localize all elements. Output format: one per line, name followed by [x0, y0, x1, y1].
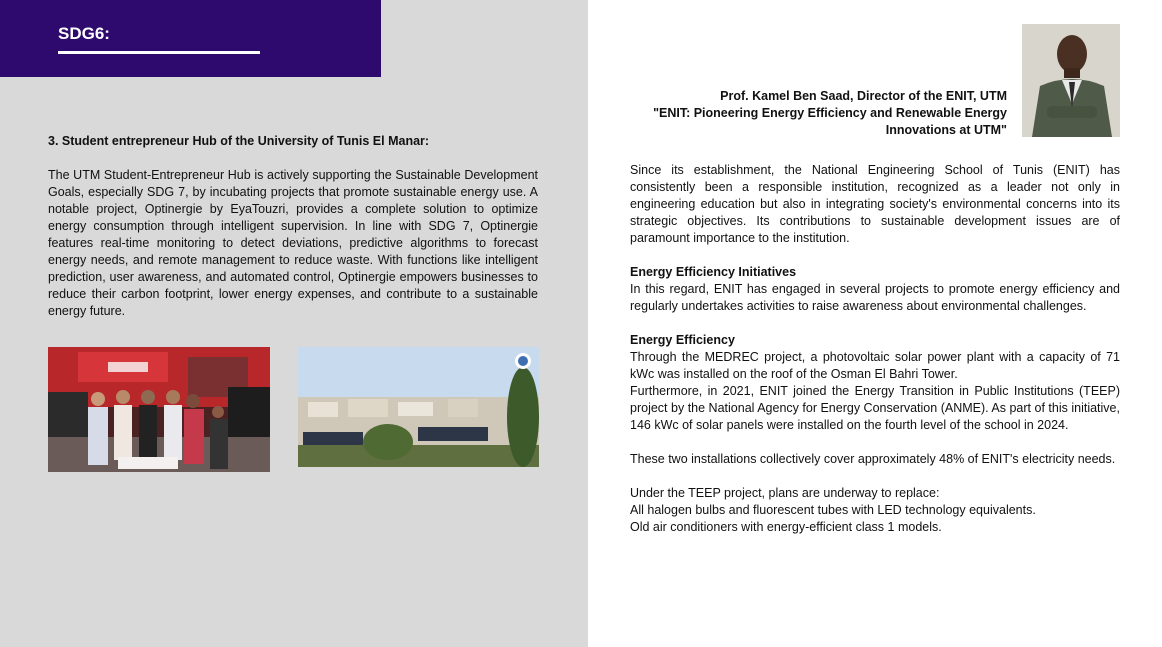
initiatives-paragraph: In this regard, ENIT has engaged in several projects to promote energy efficiency and regularly undertakes activities to raise awareness about environmental challenges. — [630, 282, 1120, 313]
intro-paragraph: Since its establishment, the National Engineering School of Tunis (ENIT) has consistently been a responsible institution, recognized as a leader not only in engineering education but also in integrating society's environmental concerns into its strategic objectives. Its contributions to sustainable development issues are of paramount importance to the institution. — [630, 163, 1120, 245]
solar-panels-photo — [298, 347, 539, 467]
article-body — [630, 162, 1120, 553]
initiatives-section — [630, 264, 1120, 315]
author-block — [620, 88, 1007, 139]
initiatives-heading: Energy Efficiency Initiatives — [630, 265, 797, 279]
section-body: The UTM Student-Entrepreneur Hub is actively supporting the Sustainable Development Goals, especially SDG 7, by incubating projects that promote sustainable energy use. A notable project, Optinergie by EyaTouzri, provides a complete solution to optimize energy consumption through intelligent supervision. In line with SDG 7, Optinergie features real-time monitoring to detect deviations, predictive algorithms to forecast energy needs, and remote management to reduce waste. With functions like intelligent prediction, user awareness, and automated control, Optinergie empowers businesses to reduce their carbon footprint, lower energy expenses, and contribute to a sustainable energy future. — [48, 168, 538, 318]
plans-intro: Under the TEEP project, plans are underway to replace: — [630, 486, 940, 500]
plans-item: Old air conditioners with energy-efficient class 1 models. — [630, 520, 942, 534]
efficiency-section — [630, 332, 1120, 434]
section-title: 3. Student entrepreneur Hub of the University of Tunis El Manar: — [48, 134, 430, 148]
author-name: Prof. Kamel Ben Saad, Director of the ENIT, UTM — [720, 89, 1007, 103]
header-band — [0, 0, 381, 77]
efficiency-paragraph-1: Through the MEDREC project, a photovoltaic solar power plant with a capacity of 71 kWc was installed on the roof of the Osman El Bahri Tower. — [630, 350, 1120, 381]
author-portrait — [1022, 24, 1120, 137]
author-quote: "ENIT: Pioneering Energy Efficiency and Renewable Energy Innovations at UTM" — [653, 106, 1007, 137]
coverage-paragraph: These two installations collectively cover approximately 48% of ENIT's electricity needs. — [630, 452, 1116, 466]
plans-item: All halogen bulbs and fluorescent tubes with LED technology equivalents. — [630, 503, 1036, 517]
efficiency-paragraph-2: Furthermore, in 2021, ENIT joined the Energy Transition in Public Institutions (TEEP) project by the National Agency for Energy Conservation (ANME). As part of this initiative, 146 kWc of solar panels were installed on the fourth level of the school in 2024. — [630, 384, 1120, 432]
page-title: SDG6: — [58, 24, 110, 43]
title-underline — [58, 51, 260, 54]
plans-section — [630, 485, 1120, 536]
hub-event-photo — [48, 347, 270, 472]
efficiency-heading: Energy Efficiency — [630, 333, 735, 347]
